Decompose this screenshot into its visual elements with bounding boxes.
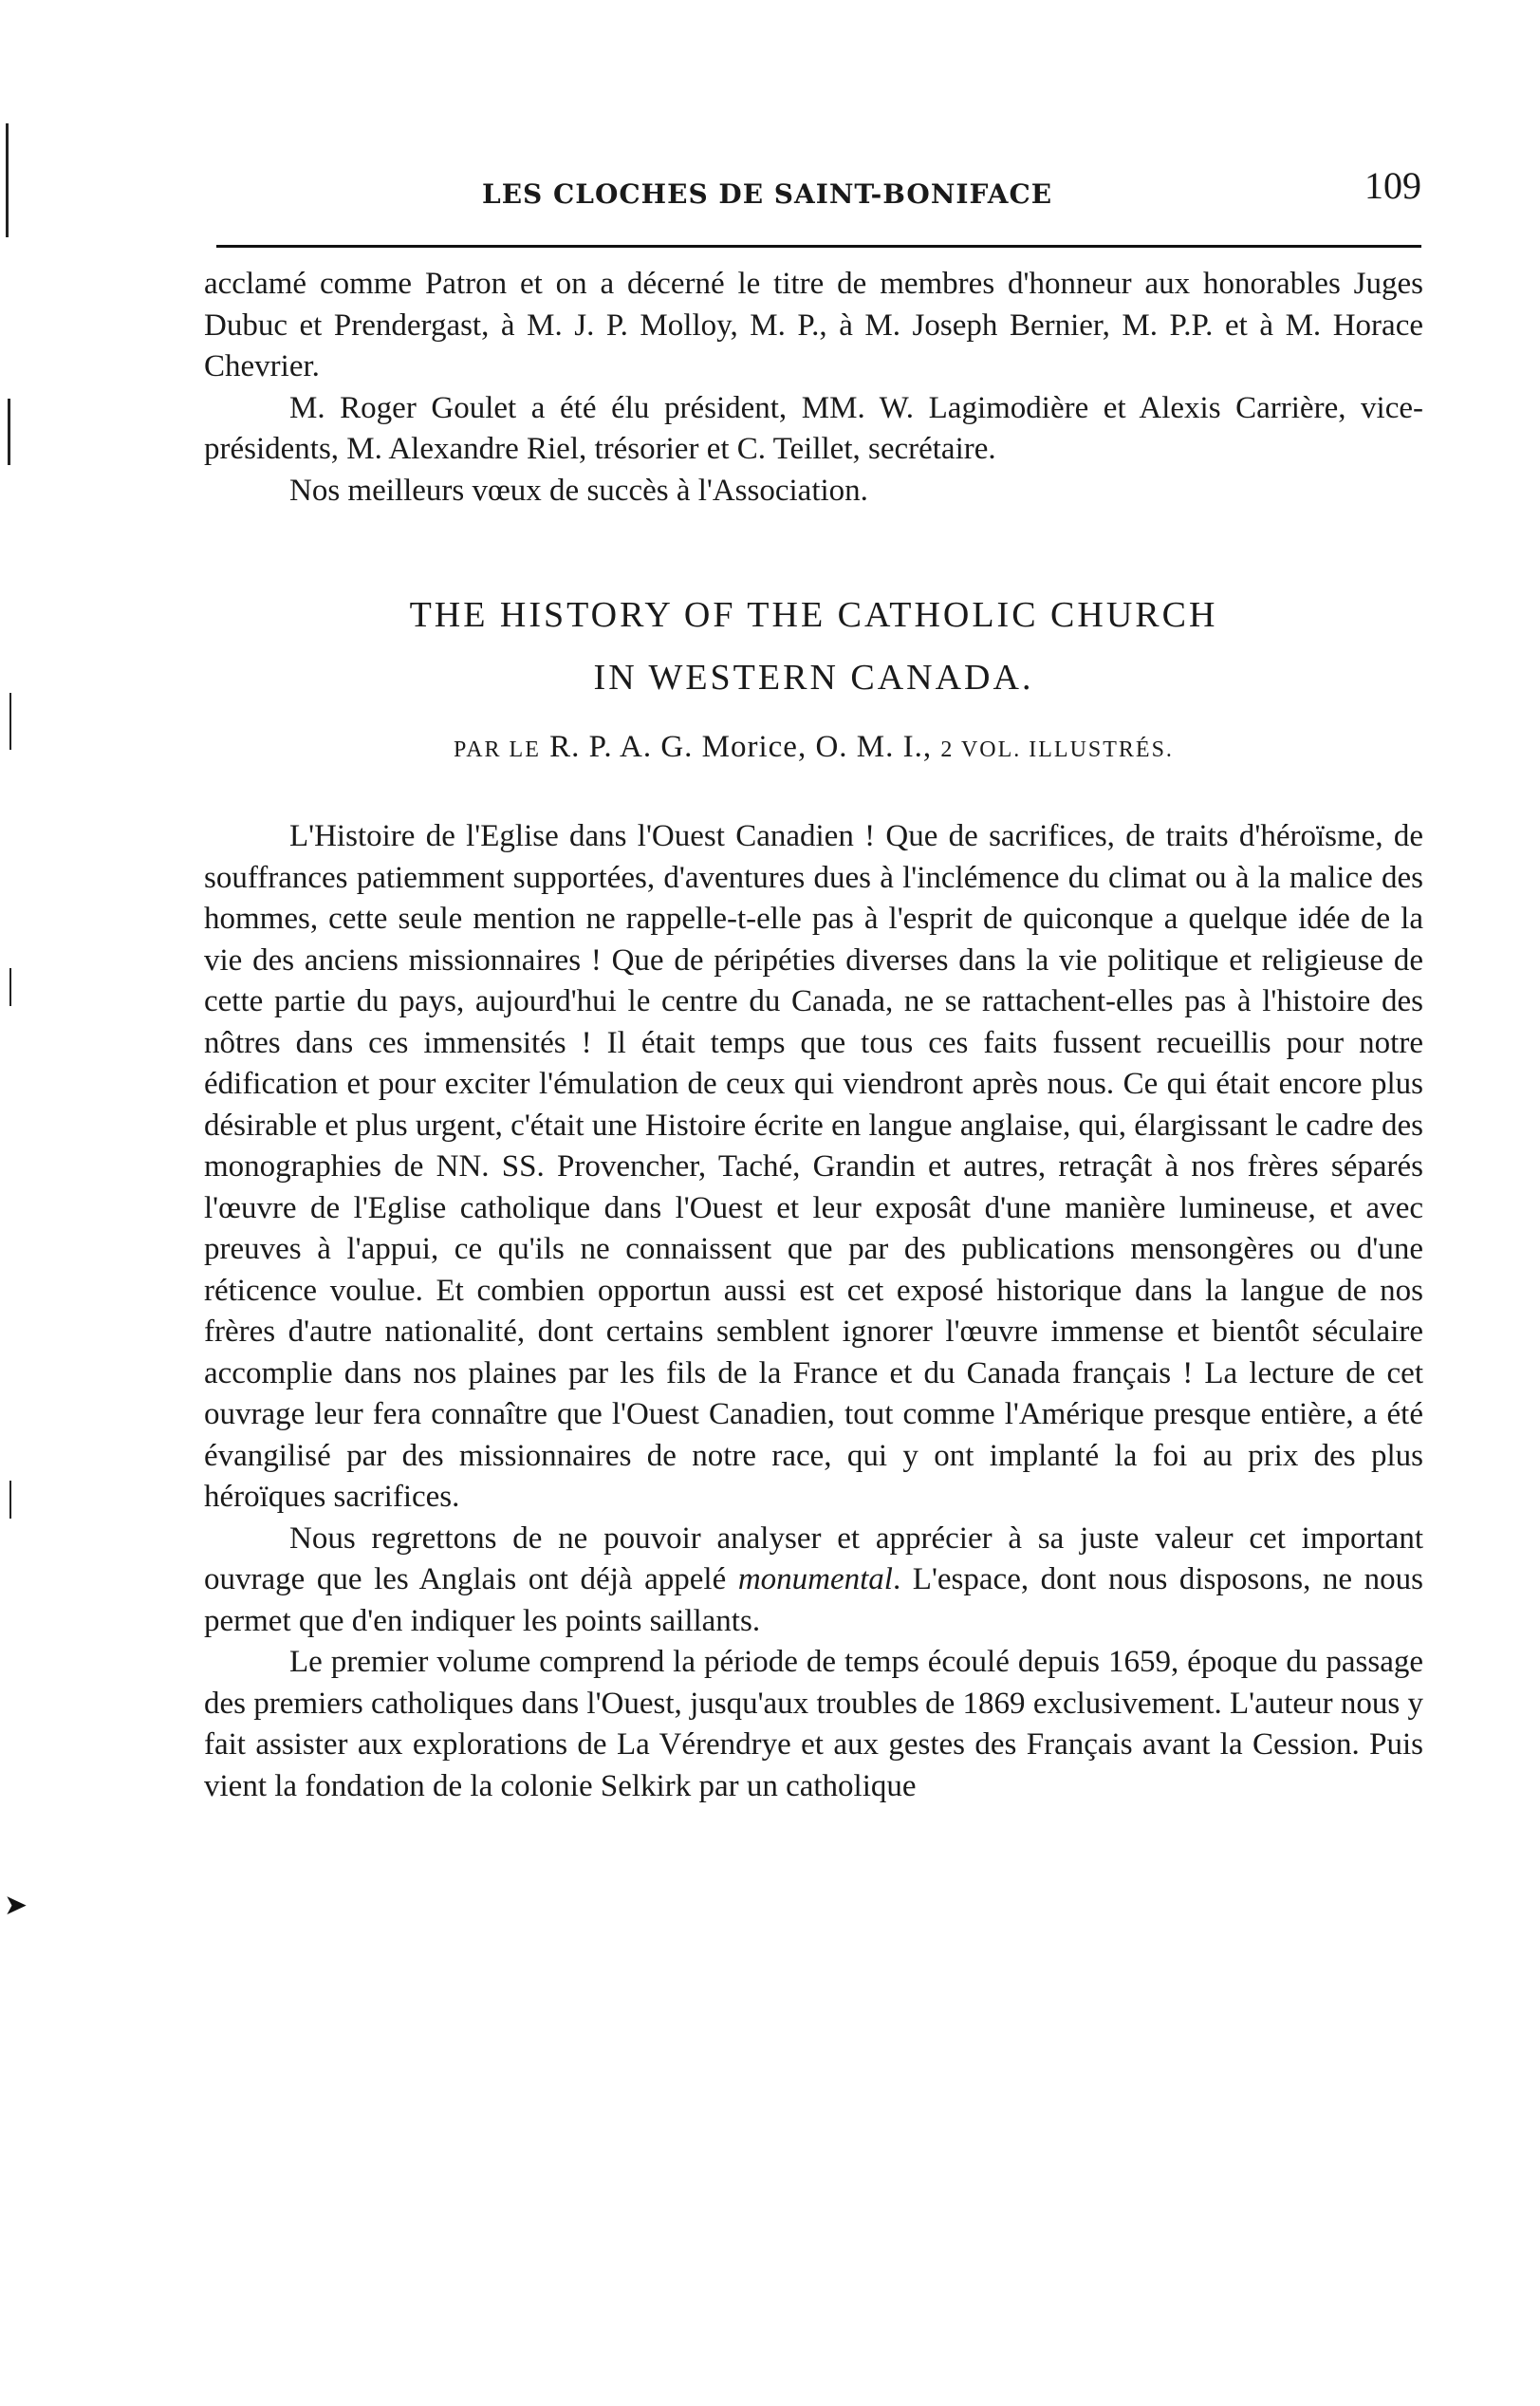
article-paragraph: Le premier volume comprend la période de temps écoulé depuis 1659, époque du passage des premiers catholiques dans l'Ouest, jusqu'aux troubles de 1869 exclusivement. L'auteur nous y fait assister aux explorations de La Vérendrye et aux gestes des Français avant la Cession. Puis vient la fondation de la colonie Selkirk par un catholique (204, 1645, 1423, 1803)
byline-suffix: 2 VOL. ILLUSTRÉS. (940, 737, 1174, 762)
page-header (216, 161, 1421, 218)
header-rule (216, 245, 1421, 248)
article-paragraph (204, 1519, 1423, 1643)
binding-mark (9, 1481, 11, 1519)
intro-paragraph: acclamé comme Patron et on a décerné le titre de membres d'honneur aux honorables Juges Dubuc et Prendergast, à M. J. P. Molloy, M. P., à M. Joseph Bernier, M. P.P. et à M. Horace Chevrier. (204, 267, 1423, 383)
intro-section (204, 264, 1423, 512)
byline-author: R. P. A. G. Morice, O. M. I., (549, 730, 933, 764)
running-head: LES CLOCHES DE SAINT-BONIFACE (482, 178, 1053, 210)
intro-paragraph: M. Roger Goulet a été élu président, MM. W. Lagimodière et Alexis Carrière, vice-présidents, M. Alexandre Riel, trésorier et C. Teillet, secrétaire. (204, 390, 1423, 466)
page-number: 109 (1364, 164, 1421, 207)
emphasis-text: monumental (737, 1562, 893, 1596)
paragraph-text: Nous regrettons de ne pouvoir analyser et apprécier à sa juste valeur cet important ouvrage que les Anglais ont déjà appelé (204, 1520, 1423, 1596)
article-body (204, 816, 1423, 1807)
byline-prefix: PAR LE (454, 737, 541, 762)
article-title-block (204, 584, 1423, 765)
binding-mark (8, 399, 10, 465)
article-byline (204, 730, 1423, 765)
paragraph-text: . L'espace, dont nous disposons, ne nous permet que d'en indiquer les points saillants. (204, 1562, 1423, 1638)
binding-mark (9, 693, 11, 750)
margin-arrow-icon: ➤ (4, 1889, 28, 1922)
article-title-line: THE HISTORY OF THE CATHOLIC CHURCH (409, 595, 1218, 635)
page-left-edge (0, 0, 17, 2406)
article-paragraph: L'Histoire de l'Eglise dans l'Ouest Canadien ! Que de sacrifices, de traits d'héroïsme, de souffrances patiemment supportées, d'aventures dues à l'inclémence du climat ou à la malice des hommes, cette seule mention ne rappelle-t-elle pas à l'esprit de quiconque a quelque idée de la vie des anciens missionnaires ! Que de péripéties diverses dans la vie politique et religieuse de cette partie du pays, aujourd'hui le centre du Canada, ne se rattachent-elles pas à l'histoire des nôtres dans ces immensités ! Il était temps que tous ces faits fussent recueillis pour notre édification et pour exciter l'émulation de ceux qui viendront après nous. Ce qui était encore plus désirable et plus urgent, c'était une Histoire écrite en langue anglaise, qui, élargissant le cadre des monographies de NN. SS. Provencher, Taché, Grandin et autres, retraçât à nos frères séparés l'œuvre de l'Eglise catholique dans l'Ouest et leur exposât d'une manière lumineuse, et avec preuves à l'appui, ce qu'ils ne connaissent que par des publications mensongères ou d'une réticence voulue. Et combien opportun aussi est cet exposé historique dans la langue de nos frères d'autre nationalité, dont certains semblent ignorer l'œuvre immense et bientôt séculaire accomplie dans nos plaines par les fils de la France et du Canada français ! La lecture de cet ouvrage leur fera connaître que l'Ouest Canadien, tout comme l'Amérique presque entière, a été évangilisé par des missionnaires de notre race, qui y ont implanté la foi au prix des plus héroïques sacrifices. (204, 819, 1423, 1514)
binding-mark (9, 968, 11, 1006)
article-title-line: IN WESTERN CANADA. (593, 658, 1034, 698)
intro-paragraph: Nos meilleurs vœux de succès à l'Association. (289, 473, 868, 508)
binding-mark (6, 123, 9, 237)
